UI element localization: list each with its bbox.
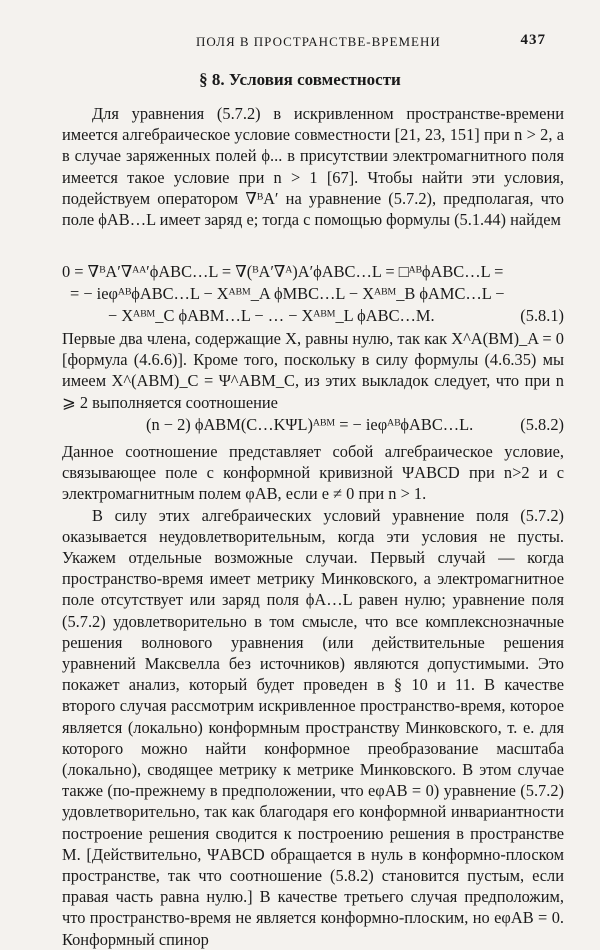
paragraph-3-4 [62, 441, 564, 950]
equation-5-8-2-text: (n − 2) ϕABM(C…KΨL)ᴬᴮᴹ = − ieφᴬᴮϕABC…L. [146, 415, 474, 434]
equation-5-8-1-line-1-text: 0 = ∇ᴮA′∇ᴬᴬ′ϕABC…L = ∇(ᴮA′∇ᴬ)A′ϕABC…L = □ᴬᴮϕABC…L = [62, 262, 504, 281]
running-title: ПОЛЯ В ПРОСТРАНСТВЕ-ВРЕМЕНИ [196, 34, 441, 49]
section-title: § 8. Условия совместности [199, 70, 401, 89]
paragraph-1-text: Для уравнения (5.7.2) в искривленном пространстве-времени имеется алгебраическое условие совместности [21, 23, 151] при n > 2, а в случае заряженных полей ϕ... в присутствии электромагнитного поля имеется такое условие при n > 1 [67]. Чтобы найти эти условия, подействуем оператором ∇ᴮA′ на уравнение (5.7.2), предполагая, что поле ϕAB…L имеет заряд e; тогда с помощью формулы (5.1.44) найдем [62, 104, 564, 230]
equation-5-8-1-line-1 [62, 261, 564, 283]
equation-number-5-8-1: (5.8.1) [520, 306, 564, 325]
paragraph-3-text: Данное соотношение представляет собой алгебраическое условие, связывающее поле с конформной кривизной ΨABCD при n>2 и с электромагнитным полем φAB, если e ≠ 0 при n > 1. [62, 442, 564, 504]
equation-5-8-1-line-2 [62, 283, 564, 305]
paragraph-2 [62, 328, 564, 413]
equation-5-8-1-line-2-text: = − ieφᴬᴮϕABC…L − Xᴬᴮᴹ_A ϕMBC…L − Xᴬᴮᴹ_B ϕAMC…L − [70, 284, 505, 303]
equation-5-8-1-line-3 [62, 305, 564, 327]
paragraph-2-text: Первые два члена, содержащие X, равны нулю, так как X^A(BM)_A = 0 [формула (4.6.6)]. Кроме того, поскольку в силу формулы (4.6.35) мы имеем X^(ABM)_C = Ψ^ABM_C, из этих выкладок следует, что при n ⩾ 2 выполняется соотношение [62, 329, 564, 412]
page-number: 437 [520, 32, 546, 48]
paragraph-4-text: В силу этих алгебраических условий уравнение поля (5.7.2) оказывается неудовлетворительным, когда эти условия не пусты. Укажем отдельные возможные случаи. Первый случай — когда пространство-время имеет метрику Минковского, а электромагнитное поле отсутствует или заряд поля ϕA…L равен нулю; уравнение поля (5.7.2) удовлетворительно в том смысле, что все комплекснозначные решения волнового уравнения (или действительные решения уравнений Максвелла без источников) являются допустимыми. Это покажет анализ, который будет проведен в § 10 и 11. В качестве второго случая рассмотрим искривленное пространство-время, которое является (локально) конформным пространству Минковского, т. е. для которого можно найти конформное преобразование масштаба (локально), сводящее метрику к метрике Минковского. В этом случае также (по-прежнему в предположении, что eφAB = 0) уравнение (5.7.2) удовлетворительно, так как благодаря его конформной инвариантности построение решения сводится к построению решения в пространстве M. [Действительно, ΨABCD обращается в нуль в конформно-плоском пространстве, так что соотношение (5.8.2) становится пустым, если правая часть равна нулю.] В качестве третьего случая предположим, что пространство-время не является конформно-плоским, но eφAB = 0. Конформный спинор [62, 505, 564, 949]
equation-5-8-1-line-3-text: − Xᴬᴮᴹ_C ϕABM…L − … − Xᴬᴮᴹ_L ϕABC…M. [108, 306, 435, 325]
equation-5-8-2-line [62, 414, 564, 436]
equation-number-5-8-2: (5.8.2) [520, 415, 564, 434]
equation-5-8-1 [62, 261, 564, 327]
paragraph-1 [62, 103, 564, 230]
equation-5-8-2 [62, 414, 564, 436]
